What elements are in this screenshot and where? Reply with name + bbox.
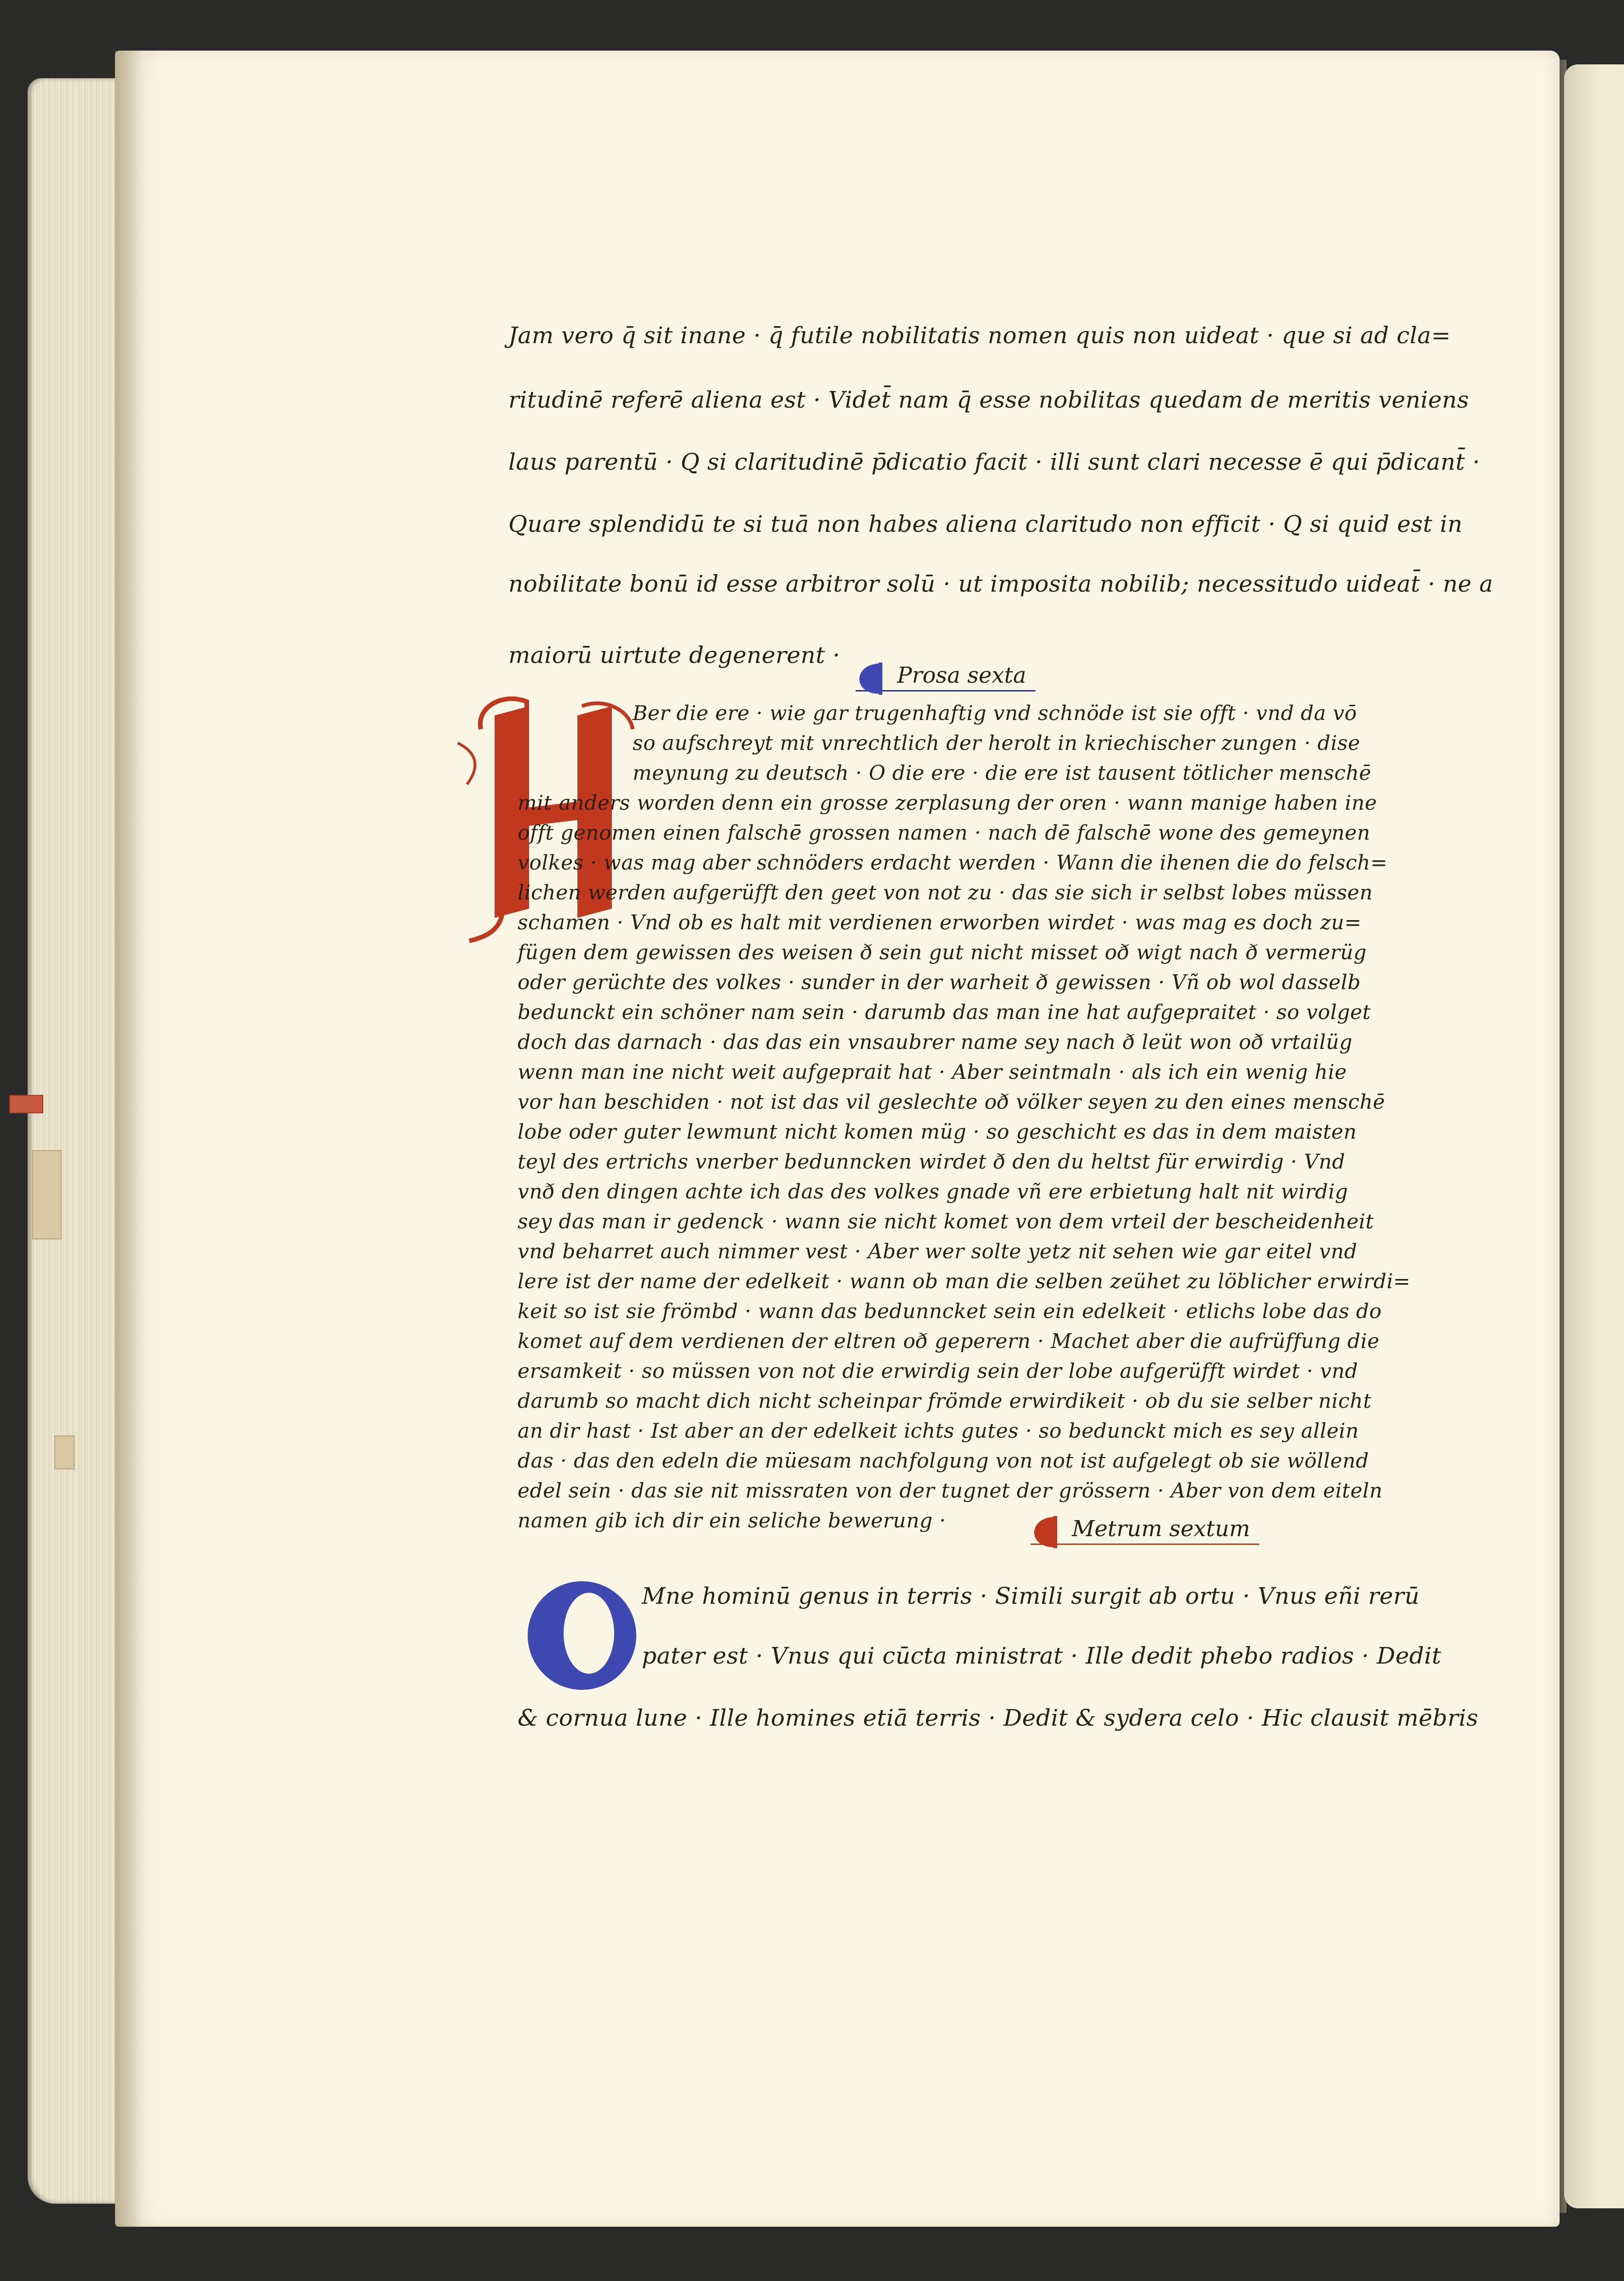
latin-metrum-line: Mne hominū genus in terris · Simili surgit ab ortu · Vnus eñi rerū — [642, 1583, 1420, 1609]
facing-page-edge — [1564, 64, 1624, 2208]
german-text-line: das · das den edeln die müesam nachfolgung von not ist aufgelegt ob sie wöllend — [518, 1449, 1369, 1473]
bookmark-tab-red — [9, 1095, 43, 1113]
german-text-line: teyl des ertrichs vnerber bedunncken wirdet ð den du heltst für erwirdig · Vnd — [518, 1150, 1345, 1174]
german-text-line: schamen · Vnd ob es halt mit verdienen erworben wirdet · was mag es doch zu= — [518, 911, 1362, 934]
bookmark-tab — [32, 1150, 62, 1239]
german-text-line: komet auf dem verdienen der eltren oð geperern · Machet aber die aufrüffung die — [518, 1330, 1380, 1353]
latin-prose-line: Quare splendidū te si tuā non habes aliena claritudo non efficit · Q si quid est in — [508, 511, 1463, 537]
german-text-line: mit anders worden denn ein grosse zerplasung der oren · wann manige haben ine — [518, 791, 1377, 815]
german-text-line: vnd beharret auch nimmer vest · Aber wer solte yetz nit sehen wie gar eitel vnd — [518, 1240, 1358, 1263]
latin-prose-line: nobilitate bonū id esse arbitror solū · ut imposita nobilib; necessitudo uideat̄ · ne a — [508, 570, 1493, 597]
german-text-line: wenn man ine nicht weit aufgeprait hat · Aber seintmaln · als ich ein wenig hie — [518, 1060, 1347, 1084]
paragraph-mark-icon — [856, 660, 888, 697]
german-text-line: namen gib ich dir ein seliche bewerung · — [518, 1509, 946, 1532]
german-text-line: lere ist der name der edelkeit · wann ob man die selben zeühet zu löblicher erwirdi= — [518, 1270, 1411, 1293]
german-text-line: fügen dem gewissen des weisen ð sein gut nicht misset oð wigt nach ð vermerüg — [518, 941, 1367, 964]
german-text-line: so aufschreyt mit vnrechtlich der herolt in kriechischer zungen · dise — [633, 732, 1360, 755]
latin-metrum-line: pater est · Vnus qui cūcta ministrat · Ille dedit phebo radios · Dedit — [642, 1642, 1441, 1669]
german-text-line: offt genomen einen falschē grossen namen · nach dē falschē wone des gemeynen — [518, 821, 1371, 845]
german-text-line: bedunckt ein schöner nam sein · darumb das man ine hat aufgepraitet · so volget — [518, 1001, 1371, 1024]
german-text-line: edel sein · das sie nit missraten von der tugnet der grössern · Aber von dem eiteln — [518, 1479, 1383, 1503]
latin-prose-line: maiorū uirtute degenerent · — [508, 642, 841, 668]
heading-prosa-sexta — [856, 662, 1036, 691]
german-text-line: sey das man ir gedenck · wann sie nicht komet von dem vrteil der bescheidenheit — [518, 1210, 1374, 1233]
initial-o-decorated — [515, 1573, 649, 1698]
german-text-line: oder gerüchte des volkes · sunder in der warheit ð gewissen · Vñ ob wol dasselb — [518, 971, 1361, 994]
german-text-line: vor han beschiden · not ist das vil geslechte oð völker seyen zu den eines menschē — [518, 1090, 1385, 1114]
paragraph-mark-icon — [1031, 1513, 1063, 1550]
german-text-line: lichen werden aufgerüfft den geet von not zu · das sie sich ir selbst lobes müssen — [518, 881, 1373, 904]
heading-prosa-text: Prosa sexta — [897, 662, 1026, 688]
german-text-line: darumb so macht dich nicht scheinpar frömde erwirdikeit · ob du sie selber nicht — [518, 1389, 1372, 1413]
latin-prose-line: ritudinē referē aliena est · Videt̄ nam q̄ esse nobilitas quedam de meritis veniens — [508, 386, 1469, 413]
latin-prose-line: laus parentū · Q si claritudinē p̄dicatio facit · illi sunt clari necesse ē qui p̄dicant̄ · — [508, 449, 1480, 475]
bookmark-tab — [54, 1435, 75, 1469]
german-text-line: keit so ist sie frömbd · wann das bedunncket sein ein edelkeit · etlichs lobe das do — [518, 1300, 1382, 1323]
latin-prose-line: Jam vero q̄ sit inane · q̄ futile nobilitatis nomen quis non uideat · que si ad cla= — [508, 322, 1451, 349]
german-text-line: meynung zu deutsch · O die ere · die ere ist tausent tötlicher menschē — [633, 761, 1371, 785]
german-text-line: volkes · was mag aber schnöders erdacht werden · Wann die ihenen die do felsch= — [518, 851, 1388, 875]
german-text-line: doch das darnach · das das ein vnsaubrer name sey nach ð leüt won oð vrtailüg — [518, 1031, 1353, 1054]
german-text-line: Ber die ere · wie gar trugenhaftig vnd schnöde ist sie offt · vnd da vō — [633, 702, 1357, 725]
gutter-shadow — [115, 51, 143, 2227]
german-text-line: an dir hast · Ist aber an der edelkeit ichts gutes · so bedunckt mich es sey allein — [518, 1419, 1359, 1443]
german-text-line: lobe oder guter lewmunt nicht komen müg · so geschicht es das in dem maisten — [518, 1120, 1357, 1144]
heading-metrum-sextum — [1031, 1516, 1259, 1545]
heading-metrum-text: Metrum sextum — [1072, 1516, 1250, 1542]
latin-metrum-line: & cornua lune · Ille homines etiā terris · Dedit & sydera celo · Hic clausit mēbris — [518, 1705, 1479, 1731]
initial-h-decorated — [449, 688, 642, 945]
german-text-line: ersamkeit · so müssen von not die erwirdig sein der lobe aufgerüfft wirdet · vnd — [518, 1359, 1358, 1383]
german-text-line: vnð den dingen achte ich das des volkes gnade vñ ere erbietung halt nit wirdig — [518, 1180, 1348, 1204]
